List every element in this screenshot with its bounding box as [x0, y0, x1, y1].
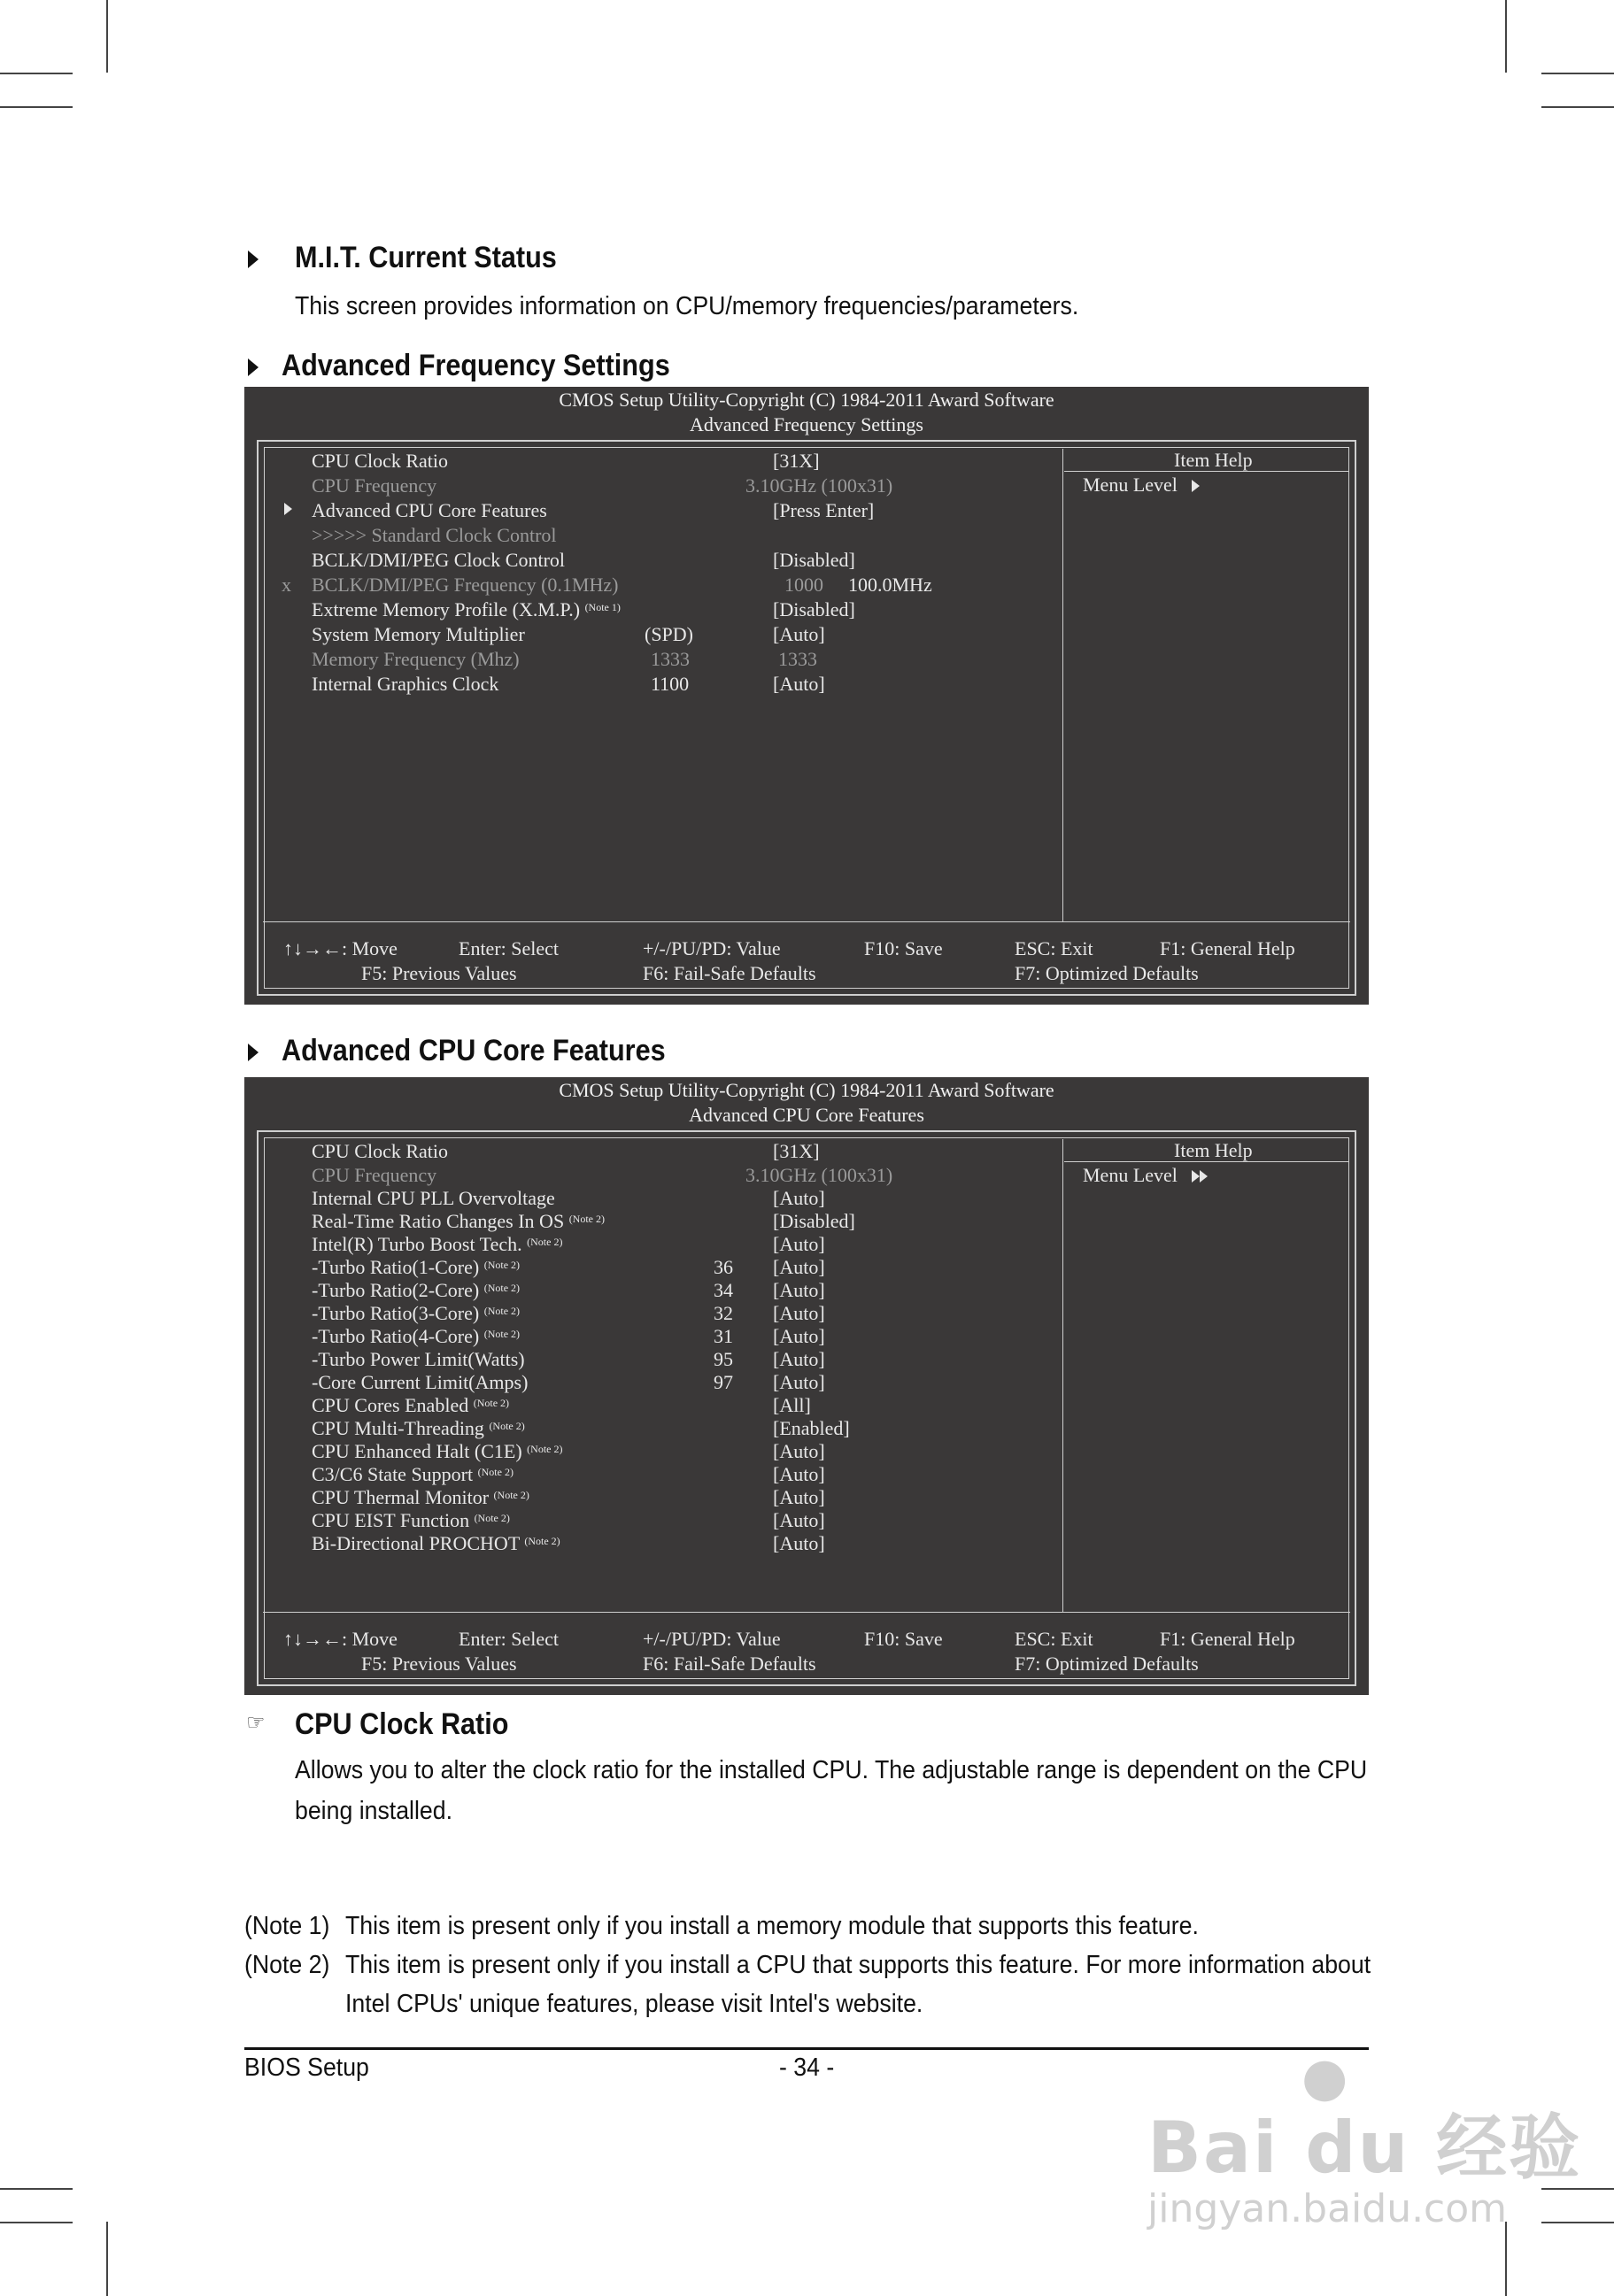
bios-item-mid: 1100 [651, 673, 690, 695]
crop-mark [0, 2188, 73, 2190]
note-ref: (Note 2) [527, 1236, 563, 1248]
menu-level [1083, 1164, 1208, 1187]
key-move: ↑↓→←: Move [283, 1628, 398, 1650]
section-title-mit: M.I.T. Current Status [295, 241, 557, 274]
key-value: +/-/PU/PD: Value [643, 937, 781, 959]
bios-item-value[interactable]: [Auto] [773, 1440, 825, 1462]
note-ref: (Note 2) [483, 1282, 521, 1294]
menu-level-arrow-icon [1192, 480, 1200, 492]
key-optimized: F7: Optimized Defaults [1015, 962, 1199, 984]
bios-item[interactable]: Extreme Memory Profile (X.M.P.) $^{(Note 1)}$ [312, 598, 621, 620]
bios-item-value[interactable]: [Auto] [773, 1463, 825, 1485]
bios-item[interactable]: -Turbo Ratio(1-Core) $^{(Note 2)}$ [312, 1256, 521, 1278]
bios-item[interactable]: Internal CPU PLL Overvoltage [312, 1187, 555, 1209]
key-save: F10: Save [864, 937, 943, 959]
note-ref: (Note 2) [474, 1512, 510, 1524]
bios-item[interactable]: CPU Enhanced Halt (C1E) $^{(Note 2)}$ [312, 1440, 563, 1462]
section-bullet-icon [248, 250, 259, 268]
bios-item-submenu[interactable]: Advanced CPU Core Features [312, 499, 547, 521]
bios-item-mid: 32 [714, 1302, 733, 1324]
bios-item-value: 3.10GHz (100x31) [745, 1164, 893, 1186]
bios-item[interactable]: -Turbo Ratio(2-Core) $^{(Note 2)}$ [312, 1279, 521, 1301]
bios-item: Memory Frequency (Mhz) [312, 648, 520, 670]
crop-mark [0, 106, 73, 108]
note-ref: (Note 2) [483, 1259, 521, 1271]
pointing-hand-icon: ☞ [246, 1711, 266, 1735]
bios-item-value: 3.10GHz (100x31) [745, 474, 893, 497]
option-description-line: Allows you to alter the clock ratio for the installed CPU. The adjustable range is dependent on the CPU [295, 1756, 1368, 1784]
footer-left-label: BIOS Setup [244, 2053, 369, 2082]
menu-level-arrow-icon [1200, 1170, 1208, 1183]
note-ref: (Note 2) [477, 1466, 514, 1478]
key-failsafe: F6: Fail-Safe Defaults [643, 1653, 816, 1675]
bios-item[interactable]: CPU Thermal Monitor $^{(Note 2)}$ [312, 1486, 529, 1508]
bios-item[interactable]: Bi-Directional PROCHOT $^{(Note 2)}$ [312, 1532, 560, 1554]
bios-screen-freq [244, 387, 1369, 1005]
note-ref: (Note 2) [568, 1213, 606, 1225]
note-ref: (Note 2) [524, 1535, 560, 1547]
bios-item[interactable]: System Memory Multiplier [312, 623, 525, 645]
bios-item-mid: 34 [714, 1279, 733, 1301]
bios-item-value[interactable]: [Enabled] [773, 1417, 850, 1439]
key-save: F10: Save [864, 1628, 943, 1650]
bios-item-value[interactable]: [Disabled] [773, 1210, 855, 1232]
bios-item-value[interactable]: [Press Enter] [773, 499, 875, 521]
watermark-brand: Bai du 经验 [1147, 2107, 1582, 2189]
bios-item-value[interactable]: [Auto] [773, 1256, 825, 1278]
crop-mark [0, 73, 73, 74]
page-number: - 34 - [779, 2053, 835, 2082]
bios-item[interactable]: -Turbo Ratio(4-Core) $^{(Note 2)}$ [312, 1325, 521, 1347]
note-ref: (Note 1) [584, 601, 621, 613]
bios-item-value[interactable]: [Auto] [773, 623, 825, 645]
bios-subtitle: Advanced Frequency Settings [690, 413, 923, 435]
note-ref: (Note 2) [473, 1397, 510, 1409]
key-prev: F5: Previous Values [361, 962, 517, 984]
bios-item-value[interactable]: [31X] [773, 450, 820, 472]
key-prev: F5: Previous Values [361, 1653, 517, 1675]
bios-item[interactable]: BCLK/DMI/PEG Clock Control [312, 549, 566, 571]
note-ref: (Note 2) [527, 1443, 563, 1455]
section-bullet-icon [248, 358, 259, 376]
key-enter: Enter: Select [459, 1628, 560, 1650]
mit-description: This screen provides information on CPU/memory frequencies/parameters. [295, 292, 1079, 320]
menu-level-arrow-icon [1192, 1170, 1200, 1183]
note-text: This item is present only if you install a CPU that supports this feature. For more information about [345, 1951, 1371, 1979]
bios-item[interactable]: Internal Graphics Clock [312, 673, 499, 695]
section-title-adv-freq: Advanced Frequency Settings [282, 349, 670, 382]
bios-item-value[interactable]: [Auto] [773, 1233, 825, 1255]
crop-mark [106, 2222, 108, 2296]
bios-item[interactable]: CPU Cores Enabled $^{(Note 2)}$ [312, 1394, 510, 1416]
watermark-paw-icon: ● [1301, 2046, 1348, 2108]
help-divider [1062, 449, 1063, 921]
key-exit: ESC: Exit [1015, 1628, 1093, 1650]
bios-screen-cpu [244, 1077, 1369, 1695]
crop-mark [1505, 0, 1507, 73]
submenu-arrow-icon [284, 503, 292, 515]
note-text: Intel CPUs' unique features, please visit Intel's website. [345, 1990, 923, 2018]
bios-item-mid: 1333 [651, 648, 690, 670]
crop-mark [1541, 106, 1614, 108]
footer-divider [263, 1612, 1350, 1613]
bios-item[interactable]: CPU Clock Ratio [312, 1140, 449, 1162]
bios-item-value[interactable]: [Auto] [773, 1302, 825, 1324]
note-ref: (Note 2) [483, 1305, 521, 1317]
option-title-cpu-clock-ratio: CPU Clock Ratio [295, 1707, 509, 1741]
bios-item[interactable]: -Core Current Limit(Amps) [312, 1371, 529, 1393]
bios-item-value[interactable]: [31X] [773, 1140, 820, 1162]
note-ref: (Note 2) [493, 1489, 529, 1501]
crop-mark [0, 2222, 73, 2223]
note-text: This item is present only if you install a memory module that supports this feature. [345, 1912, 1199, 1940]
bios-item-mid: 1000 [784, 574, 823, 596]
bios-item-value: 100.0MHz [848, 574, 932, 596]
key-help: F1: General Help [1160, 937, 1295, 959]
key-move: ↑↓→←: Move [283, 937, 398, 959]
option-description-line: being installed. [295, 1797, 453, 1825]
footer-divider [263, 921, 1350, 922]
bios-item-value: 1333 [778, 648, 817, 670]
key-optimized: F7: Optimized Defaults [1015, 1653, 1199, 1675]
bios-copyright: CMOS Setup Utility-Copyright (C) 1984-2011 Award Software [559, 389, 1054, 411]
bios-item-value[interactable]: [Disabled] [773, 549, 855, 571]
bios-item[interactable]: CPU Multi-Threading $^{(Note 2)}$ [312, 1417, 525, 1439]
bios-subtitle: Advanced CPU Core Features [689, 1104, 924, 1126]
bios-item[interactable]: -Turbo Ratio(3-Core) $^{(Note 2)}$ [312, 1302, 521, 1324]
bios-item-value[interactable]: [All] [773, 1394, 811, 1416]
bios-item-value[interactable]: [Auto] [773, 1187, 825, 1209]
menu-level [1083, 474, 1200, 497]
bios-item-value[interactable]: [Auto] [773, 1348, 825, 1370]
bios-item-value[interactable]: [Auto] [773, 1486, 825, 1508]
watermark-url: jingyan.baidu.com [1147, 2186, 1508, 2231]
help-divider [1062, 1139, 1063, 1612]
menu-level-label: Menu Level [1083, 1164, 1178, 1186]
note-label: (Note 2) [244, 1951, 330, 1979]
key-enter: Enter: Select [459, 937, 560, 959]
key-value: +/-/PU/PD: Value [643, 1628, 781, 1650]
section-bullet-icon [248, 1044, 259, 1061]
bios-item: CPU Frequency [312, 474, 437, 497]
bios-item[interactable]: Intel(R) Turbo Boost Tech. $^{(Note 2)}$ [312, 1233, 563, 1255]
bios-item-disabled-marker: x [282, 574, 291, 596]
crop-mark [106, 0, 108, 73]
key-exit: ESC: Exit [1015, 937, 1093, 959]
bios-item-value[interactable]: [Auto] [773, 1532, 825, 1554]
bios-item-mid: 95 [714, 1348, 733, 1370]
bios-item-mid: (SPD) [645, 623, 694, 645]
key-help: F1: General Help [1160, 1628, 1295, 1650]
bios-section-label: >>>>> Standard Clock Control [312, 524, 557, 546]
menu-level-label: Menu Level [1083, 474, 1178, 496]
bios-item: CPU Frequency [312, 1164, 437, 1186]
crop-mark [1505, 2222, 1507, 2296]
bios-item[interactable]: CPU EIST Function $^{(Note 2)}$ [312, 1509, 510, 1531]
item-help-label: Item Help [1174, 1139, 1253, 1161]
bios-item-mid: 97 [714, 1371, 733, 1393]
note-label: (Note 1) [244, 1912, 330, 1940]
bios-item[interactable]: C3/C6 State Support $^{(Note 2)}$ [312, 1463, 514, 1485]
bios-item-value[interactable]: [Auto] [773, 1509, 825, 1531]
bios-item-mid: 36 [714, 1256, 733, 1278]
bios-item: BCLK/DMI/PEG Frequency (0.1MHz) [312, 574, 619, 596]
bios-item-value[interactable]: [Auto] [773, 1371, 825, 1393]
note-ref: (Note 2) [489, 1420, 525, 1432]
bios-item-mid: 31 [714, 1325, 733, 1347]
crop-mark [1541, 2222, 1614, 2223]
note-ref: (Note 2) [483, 1328, 521, 1340]
bios-item-value[interactable]: [Auto] [773, 1325, 825, 1347]
bios-item-value[interactable]: [Disabled] [773, 598, 855, 620]
footer-rule [244, 2047, 1369, 2050]
bios-item-value[interactable]: [Auto] [773, 673, 825, 695]
section-title-adv-cpu: Advanced CPU Core Features [282, 1034, 666, 1067]
bios-copyright: CMOS Setup Utility-Copyright (C) 1984-2011 Award Software [559, 1079, 1054, 1101]
bios-item[interactable]: -Turbo Power Limit(Watts) [312, 1348, 525, 1370]
bios-item[interactable]: CPU Clock Ratio [312, 450, 449, 472]
bios-item[interactable]: Real-Time Ratio Changes In OS $^{(Note 2)}$ [312, 1210, 606, 1232]
bios-item-value[interactable]: [Auto] [773, 1279, 825, 1301]
key-failsafe: F6: Fail-Safe Defaults [643, 962, 816, 984]
crop-mark [1541, 73, 1614, 74]
item-help-label: Item Help [1174, 449, 1253, 471]
